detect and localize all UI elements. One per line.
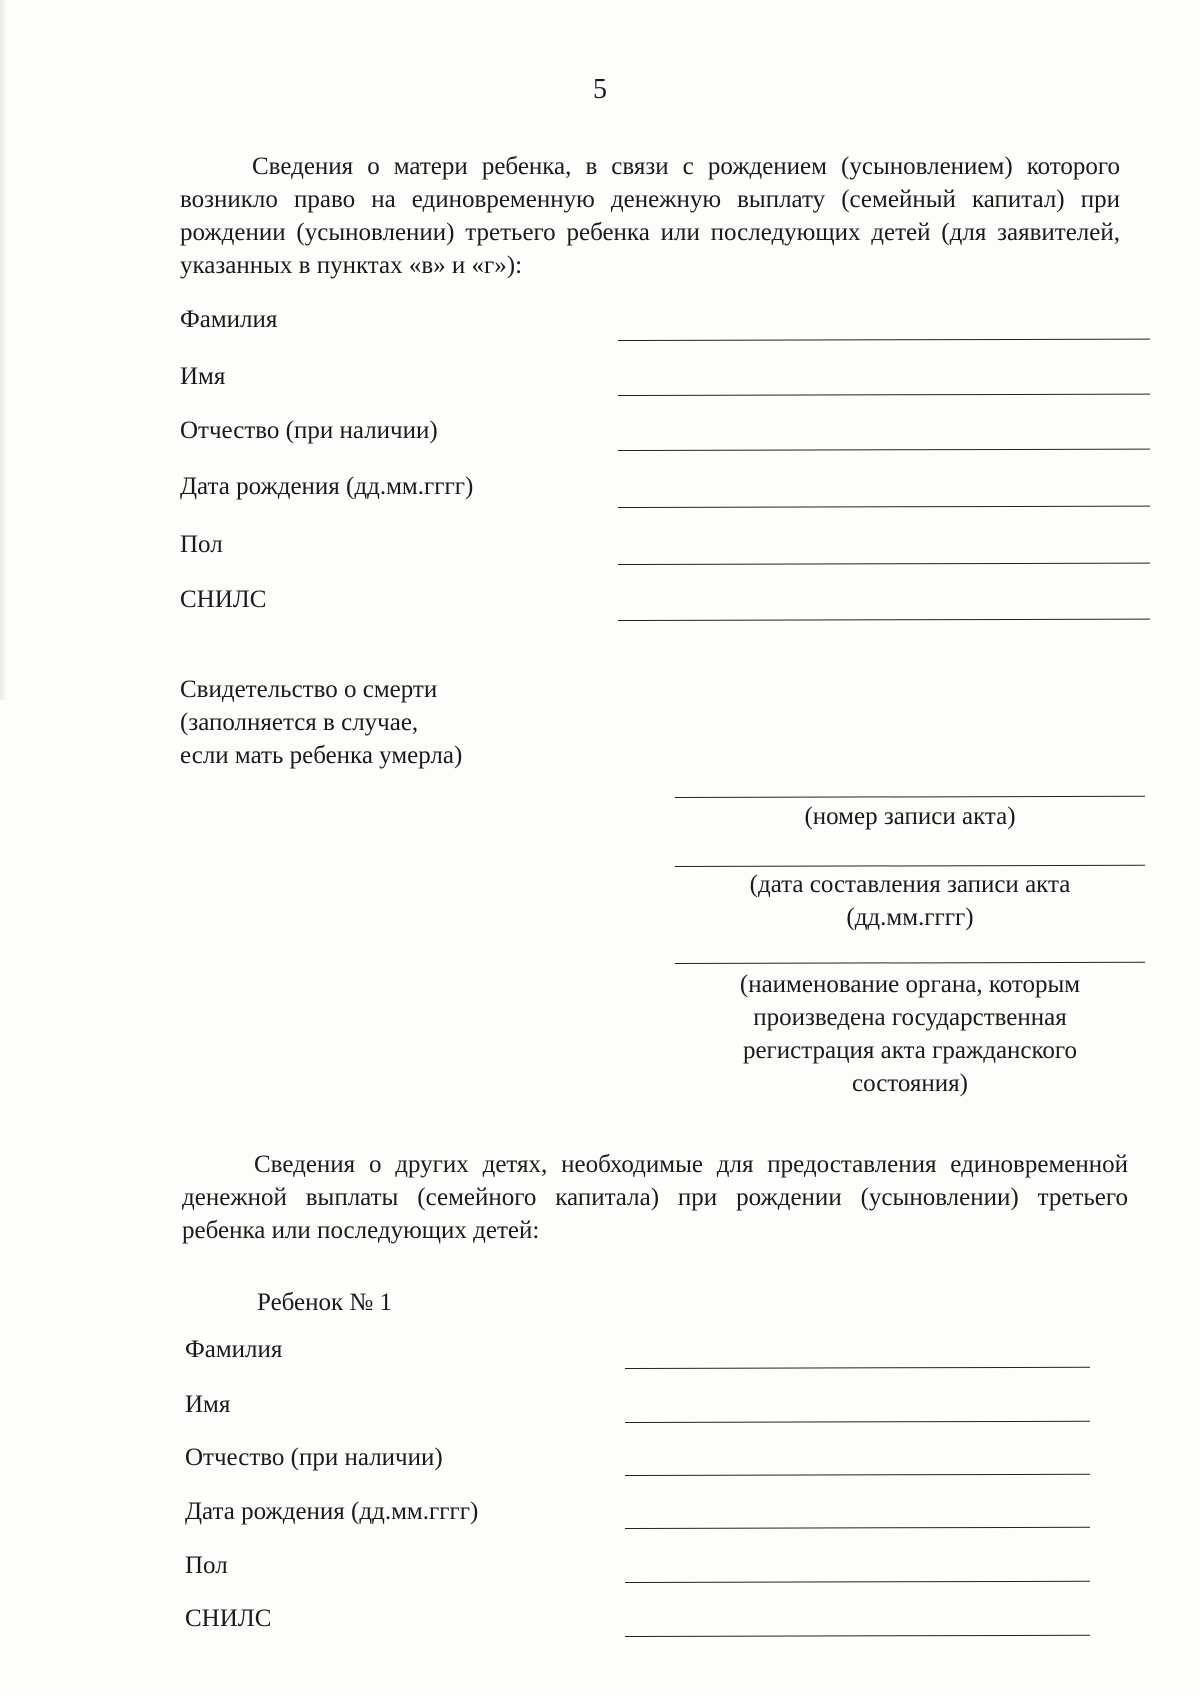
child-field-line-snils[interactable] xyxy=(625,1635,1090,1637)
child-field-label-name: Имя xyxy=(185,1391,231,1418)
death-record-date-caption xyxy=(675,868,1145,934)
death-authority-caption-line: (наименование органа, которым xyxy=(739,971,1081,998)
child-field-label-surname: Фамилия xyxy=(185,1336,283,1363)
mother-field-label-patronymic: Отчество (при наличии) xyxy=(180,417,438,444)
death-record-date-caption-line: (дд.мм.гггг) xyxy=(846,904,974,931)
mother-field-label-sex: Пол xyxy=(180,531,223,558)
child-field-line-birthdate[interactable] xyxy=(625,1527,1090,1529)
child-field-label-birthdate: Дата рождения (дд.мм.гггг) xyxy=(185,1498,479,1525)
mother-field-line-sex[interactable] xyxy=(618,563,1150,565)
death-authority-caption-line: состояния) xyxy=(851,1070,968,1097)
mother-field-line-name[interactable] xyxy=(618,394,1150,396)
mother-field-line-snils[interactable] xyxy=(618,619,1150,621)
death-record-number-caption: (номер записи акта) xyxy=(804,803,1016,830)
scan-edge-shadow xyxy=(0,0,8,700)
mother-field-line-patronymic[interactable] xyxy=(618,449,1150,451)
death-authority-caption-line: произведена государственная xyxy=(753,1004,1067,1031)
mother-field-line-birthdate[interactable] xyxy=(618,506,1150,508)
children-section-intro xyxy=(182,1148,1128,1247)
death-authority-line[interactable] xyxy=(675,962,1145,964)
death-certificate-label xyxy=(180,673,462,772)
death-record-number-line[interactable] xyxy=(675,796,1145,798)
death-authority-caption-line: регистрация акта гражданского xyxy=(742,1037,1078,1064)
death-authority-caption xyxy=(675,968,1145,1100)
child-field-label-patronymic: Отчество (при наличии) xyxy=(185,1444,443,1471)
death-certificate-label-line: если мать ребенка умерла) xyxy=(180,742,463,769)
child-field-label-sex: Пол xyxy=(185,1552,228,1579)
mother-field-label-surname: Фамилия xyxy=(180,306,278,333)
child-field-label-snils: СНИЛС xyxy=(185,1605,272,1632)
death-record-date-line[interactable] xyxy=(675,865,1145,867)
children-section-intro-text: Сведения о других детях, необходимые для предоставления единовременной денежной выплаты (семейного капитала) при рождении (усыновлении) третьего ребенка или последующих детей: xyxy=(182,1151,1128,1244)
mother-field-line-surname[interactable] xyxy=(618,339,1150,341)
mother-field-label-snils: СНИЛС xyxy=(180,586,267,613)
death-certificate-label-line: Свидетельство о смерти xyxy=(180,676,438,703)
child-field-line-surname[interactable] xyxy=(625,1367,1090,1369)
child-field-line-name[interactable] xyxy=(625,1421,1090,1423)
mother-section-intro-text: Сведения о матери ребенка, в связи с рождением (усыновлением) которого возникло право на единовременную денежную выплату (семейный капитал) при рождении (усыновлении) третьего ребенка или последующих детей (для заявителей, указанных в пунктах «в» и «г»): xyxy=(180,153,1120,279)
child-field-line-patronymic[interactable] xyxy=(625,1474,1090,1476)
mother-field-label-birthdate: Дата рождения (дд.мм.гггг) xyxy=(180,473,474,500)
child-heading: Ребенок № 1 xyxy=(257,1289,393,1316)
child-field-line-sex[interactable] xyxy=(625,1581,1090,1583)
page-number: 5 xyxy=(593,74,607,105)
mother-section-intro xyxy=(180,150,1120,282)
death-record-date-caption-line: (дата составления записи акта xyxy=(749,871,1071,898)
death-certificate-label-line: (заполняется в случае, xyxy=(180,709,419,736)
mother-field-label-name: Имя xyxy=(180,363,226,390)
